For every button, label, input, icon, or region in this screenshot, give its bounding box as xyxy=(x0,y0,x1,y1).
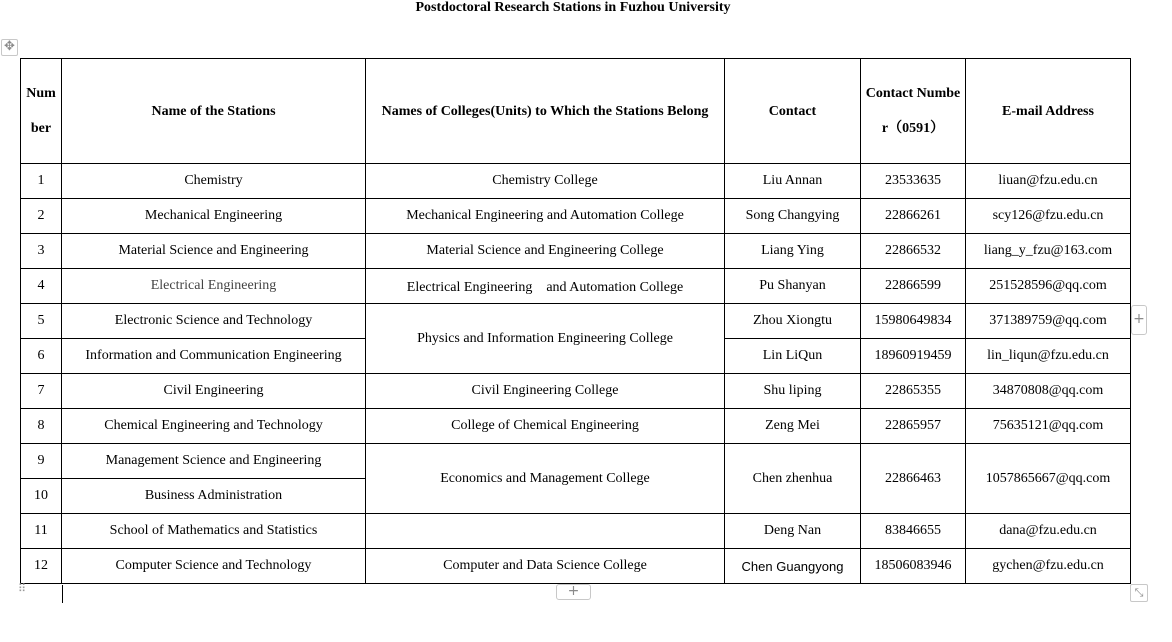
stations-table xyxy=(20,58,1131,584)
cell-station[interactable]: Civil Engineering xyxy=(62,374,366,409)
cell-contact[interactable]: Chen Guangyong xyxy=(725,549,861,584)
cell-college[interactable]: Electrical Engineering and Automation College xyxy=(366,269,725,304)
cell-phone[interactable]: 18960919459 xyxy=(861,339,966,374)
cell-station[interactable]: Management Science and Engineering xyxy=(62,444,366,479)
add-column-button[interactable]: + xyxy=(1131,305,1147,335)
cell-college[interactable]: Chemistry College xyxy=(366,164,725,199)
cell-email[interactable]: 251528596@qq.com xyxy=(966,269,1131,304)
table-row xyxy=(21,199,1131,234)
cell-email[interactable]: liuan@fzu.edu.cn xyxy=(966,164,1131,199)
cell-contact[interactable]: Deng Nan xyxy=(725,514,861,549)
cell-phone[interactable]: 15980649834 xyxy=(861,304,966,339)
table-resize-icon[interactable]: ⤡ xyxy=(1130,584,1148,602)
cell-phone[interactable]: 22866599 xyxy=(861,269,966,304)
cell-phone[interactable]: 22865355 xyxy=(861,374,966,409)
cell-number[interactable]: 9 xyxy=(21,444,62,479)
cell-number[interactable]: 6 xyxy=(21,339,62,374)
table-row xyxy=(21,444,1131,479)
cell-phone[interactable]: 22866532 xyxy=(861,234,966,269)
cell-number[interactable]: 12 xyxy=(21,549,62,584)
cell-phone[interactable]: 22866463 xyxy=(861,444,966,514)
table-row xyxy=(21,234,1131,269)
cell-college[interactable]: Computer and Data Science College xyxy=(366,549,725,584)
cell-contact[interactable]: Liang Ying xyxy=(725,234,861,269)
cell-contact[interactable]: Zeng Mei xyxy=(725,409,861,444)
cell-station[interactable]: School of Mathematics and Statistics xyxy=(62,514,366,549)
table-row xyxy=(21,514,1131,549)
cell-email[interactable]: liang_y_fzu@163.com xyxy=(966,234,1131,269)
cell-college[interactable]: Material Science and Engineering College xyxy=(366,234,725,269)
cell-email[interactable]: scy126@fzu.edu.cn xyxy=(966,199,1131,234)
cell-station[interactable]: Chemical Engineering and Technology xyxy=(62,409,366,444)
cell-phone[interactable]: 83846655 xyxy=(861,514,966,549)
cell-number[interactable]: 5 xyxy=(21,304,62,339)
cell-number[interactable]: 7 xyxy=(21,374,62,409)
cell-contact[interactable]: Song Changying xyxy=(725,199,861,234)
cell-station[interactable]: Business Administration xyxy=(62,479,366,514)
cell-college[interactable]: Mechanical Engineering and Automation College xyxy=(366,199,725,234)
cell-number[interactable]: 8 xyxy=(21,409,62,444)
cell-email[interactable]: 371389759@qq.com xyxy=(966,304,1131,339)
header-college[interactable]: Names of Colleges(Units) to Which the Stations Belong xyxy=(366,59,725,164)
document-title: Postdoctoral Research Stations in Fuzhou University xyxy=(415,0,731,15)
header-station[interactable]: Name of the Stations xyxy=(62,59,366,164)
table-row xyxy=(21,374,1131,409)
cell-college[interactable]: Economics and Management College xyxy=(366,444,725,514)
cell-number[interactable]: 11 xyxy=(21,514,62,549)
cell-station[interactable]: Computer Science and Technology xyxy=(62,549,366,584)
table-row xyxy=(21,304,1131,339)
cell-email[interactable]: 34870808@qq.com xyxy=(966,374,1131,409)
cell-number[interactable]: 2 xyxy=(21,199,62,234)
cell-number[interactable]: 1 xyxy=(21,164,62,199)
header-contact[interactable]: Contact xyxy=(725,59,861,164)
table-header-row xyxy=(21,59,1131,164)
table-row xyxy=(21,164,1131,199)
cell-phone[interactable]: 18506083946 xyxy=(861,549,966,584)
cell-phone[interactable]: 23533635 xyxy=(861,164,966,199)
cell-contact[interactable]: Chen zhenhua xyxy=(725,444,861,514)
table-row xyxy=(21,269,1131,304)
cell-college[interactable] xyxy=(366,514,725,549)
table-row xyxy=(21,409,1131,444)
cell-contact[interactable]: Liu Annan xyxy=(725,164,861,199)
cell-station[interactable]: Information and Communication Engineering xyxy=(62,339,366,374)
cell-email[interactable]: 1057865667@qq.com xyxy=(966,444,1131,514)
cell-college[interactable]: Physics and Information Engineering College xyxy=(366,304,725,374)
header-number[interactable]: Number xyxy=(21,59,62,164)
cell-email[interactable]: lin_liqun@fzu.edu.cn xyxy=(966,339,1131,374)
cell-number[interactable]: 3 xyxy=(21,234,62,269)
cell-station[interactable]: Material Science and Engineering xyxy=(62,234,366,269)
cell-station[interactable]: Mechanical Engineering xyxy=(62,199,366,234)
cell-contact[interactable]: Pu Shanyan xyxy=(725,269,861,304)
cell-number[interactable]: 10 xyxy=(21,479,62,514)
cell-email[interactable]: gychen@fzu.edu.cn xyxy=(966,549,1131,584)
cell-station[interactable]: Electronic Science and Technology xyxy=(62,304,366,339)
cell-contact[interactable]: Shu liping xyxy=(725,374,861,409)
header-email[interactable]: E-mail Address xyxy=(966,59,1131,164)
cell-email[interactable]: 75635121@qq.com xyxy=(966,409,1131,444)
header-phone[interactable]: Contact Number（0591） xyxy=(861,59,966,164)
cell-phone[interactable]: 22866261 xyxy=(861,199,966,234)
add-row-button[interactable]: + xyxy=(556,584,591,600)
cell-station[interactable]: Chemistry xyxy=(62,164,366,199)
cell-phone[interactable]: 22865957 xyxy=(861,409,966,444)
table-row xyxy=(21,549,1131,584)
cell-email[interactable]: dana@fzu.edu.cn xyxy=(966,514,1131,549)
cell-number[interactable]: 4 xyxy=(21,269,62,304)
cell-contact[interactable]: Lin LiQun xyxy=(725,339,861,374)
cell-station[interactable]: Electrical Engineering xyxy=(62,269,366,304)
cell-college[interactable]: Civil Engineering College xyxy=(366,374,725,409)
table-move-icon[interactable]: ✥ xyxy=(1,39,18,56)
cell-college[interactable]: College of Chemical Engineering xyxy=(366,409,725,444)
drag-handle-icon[interactable]: ⠿ xyxy=(18,582,28,595)
cell-contact[interactable]: Zhou Xiongtu xyxy=(725,304,861,339)
text-cursor xyxy=(62,585,63,603)
